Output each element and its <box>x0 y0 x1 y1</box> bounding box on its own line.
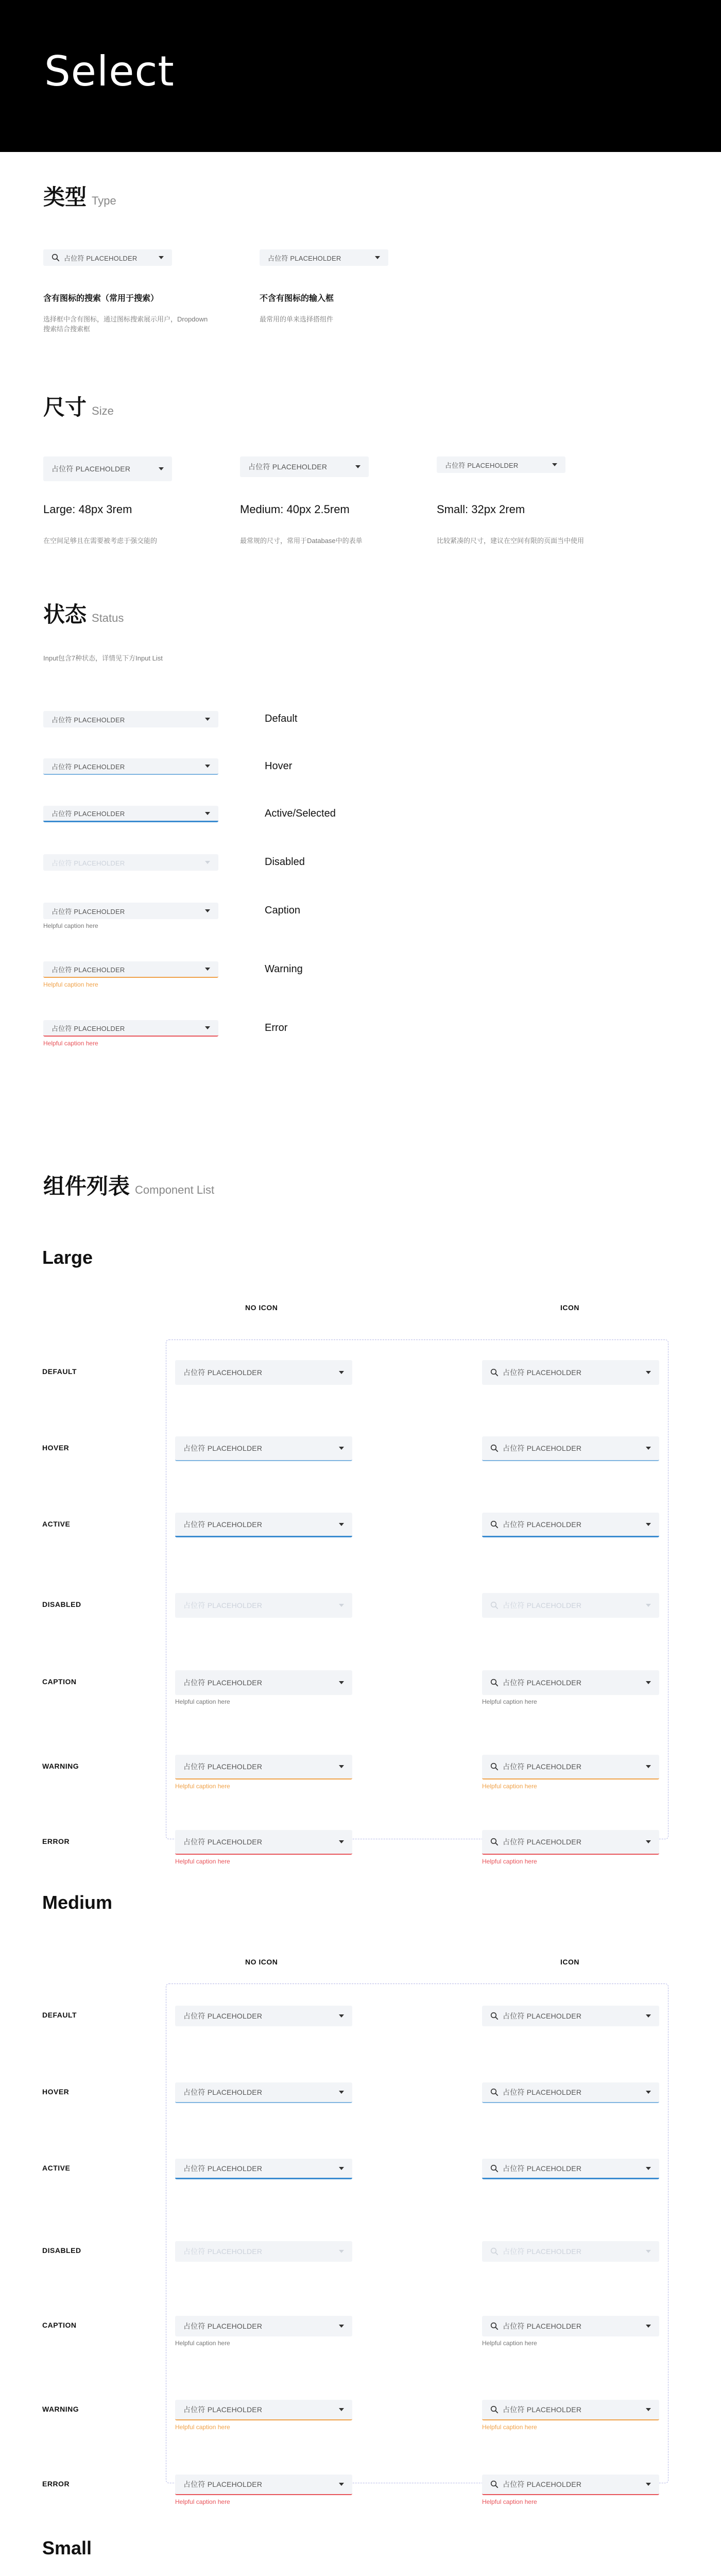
status-label-active: Active/Selected <box>265 808 336 819</box>
caret-down-icon <box>339 1371 344 1374</box>
medium-select-error-no-icon[interactable] <box>175 2475 352 2495</box>
caret-down-icon <box>646 2167 651 2170</box>
select-value: 占位符 PLACEHOLDER <box>183 1368 263 1377</box>
helper-caption: Helpful caption here <box>43 1040 98 1047</box>
caret-down-icon <box>646 1523 651 1526</box>
large-select-active-no-icon[interactable] <box>175 1513 352 1537</box>
section-title-component-list: 组件列表 Component List <box>43 1174 215 1198</box>
search-icon <box>490 2480 499 2488</box>
select-value: 占位符 PLACEHOLDER <box>445 461 519 469</box>
size-select-medium[interactable] <box>240 456 369 477</box>
select-value: 占位符 PLACEHOLDER <box>248 463 328 471</box>
caret-down-icon <box>646 1447 651 1450</box>
search-icon <box>490 1601 499 1609</box>
select-value: 占位符 PLACEHOLDER <box>52 465 131 473</box>
select-value: 占位符 PLACEHOLDER <box>183 2405 263 2414</box>
caret-down-icon <box>646 2483 651 2486</box>
select-value: 占位符 PLACEHOLDER <box>183 1838 263 1846</box>
column-head-icon: ICON <box>560 1303 579 1312</box>
large-select-default-no-icon[interactable] <box>175 1360 352 1385</box>
select-value: 占位符 PLACEHOLDER <box>52 907 125 916</box>
caret-down-icon <box>646 1371 651 1374</box>
caret-down-icon <box>552 463 557 466</box>
select-value: 占位符 PLACEHOLDER <box>503 2164 582 2173</box>
status-label-error: Error <box>265 1022 288 1033</box>
column-head-no-icon: NO ICON <box>245 1303 278 1312</box>
select-value: 占位符 PLACEHOLDER <box>183 1679 263 1687</box>
search-icon <box>490 2164 499 2173</box>
row-label-disabled: DISABLED <box>42 1600 81 1608</box>
status-note: Input包含7种状态，详情见下方Input List <box>43 654 163 662</box>
search-icon <box>490 1762 499 1771</box>
select-value: 占位符 PLACEHOLDER <box>52 810 125 818</box>
caret-down-icon <box>339 1523 344 1526</box>
caret-down-icon <box>159 256 164 259</box>
select-value: 占位符 PLACEHOLDER <box>183 2322 263 2330</box>
select-value: 占位符 PLACEHOLDER <box>503 2012 582 2020</box>
helper-caption: Helpful caption here <box>482 2424 537 2431</box>
page-header <box>0 0 721 152</box>
caret-down-icon <box>339 2014 344 2018</box>
caret-down-icon <box>646 1765 651 1768</box>
size-small-desc: 比较紧凑的尺寸，建议在空间有限的页面当中使用 <box>437 537 585 545</box>
caret-down-icon <box>646 2408 651 2411</box>
select-value: 占位符 PLACEHOLDER <box>183 2247 263 2256</box>
caret-down-icon <box>339 2091 344 2094</box>
column-head-no-icon: NO ICON <box>245 1958 278 1966</box>
size-large-label: Large: 48px 3rem <box>43 503 132 516</box>
status-select-warning[interactable] <box>43 961 218 978</box>
group-title-medium: Medium <box>42 1892 113 1913</box>
caret-down-icon <box>339 2408 344 2411</box>
helper-caption: Helpful caption here <box>482 1783 537 1790</box>
type-no-icon-desc: 最常用的单来选择搭组件 <box>260 315 334 323</box>
status-label-warning: Warning <box>265 963 303 975</box>
medium-select-hover-icon[interactable] <box>482 2082 659 2103</box>
column-head-icon: ICON <box>560 1958 579 1966</box>
caret-down-icon <box>646 1681 651 1684</box>
select-value: 占位符 PLACEHOLDER <box>503 1520 582 1529</box>
search-icon <box>490 1368 499 1377</box>
size-select-small[interactable] <box>437 456 565 473</box>
search-icon <box>490 1520 499 1529</box>
row-label-disabled: DISABLED <box>42 2246 81 2255</box>
size-medium-desc: 最常规的尺寸，常用于Database中的表单 <box>240 537 363 545</box>
large-select-disabled-no-icon <box>175 1593 352 1618</box>
helper-caption: Helpful caption here <box>482 2498 537 2505</box>
search-icon <box>490 2012 499 2020</box>
select-value: 占位符 PLACEHOLDER <box>268 254 341 262</box>
select-value: 占位符 PLACEHOLDER <box>183 1601 263 1609</box>
select-value: 占位符 PLACEHOLDER <box>64 254 138 262</box>
large-select-hover-no-icon[interactable] <box>175 1436 352 1461</box>
row-label-caption: CAPTION <box>42 1677 77 1686</box>
helper-caption: Helpful caption here <box>482 1698 537 1705</box>
type-with-icon-label: 含有图标的搜索（常用于搜索） <box>43 294 159 303</box>
select-value: 占位符 PLACEHOLDER <box>183 2480 263 2488</box>
large-select-warning-icon[interactable] <box>482 1755 659 1780</box>
caret-down-icon <box>205 765 210 768</box>
select-value: 占位符 PLACEHOLDER <box>503 1838 582 1846</box>
medium-select-warning-no-icon[interactable] <box>175 2400 352 2420</box>
select-value: 占位符 PLACEHOLDER <box>52 762 125 771</box>
size-medium-label: Medium: 40px 2.5rem <box>240 503 350 516</box>
caret-down-icon <box>375 256 380 259</box>
helper-caption: Helpful caption here <box>43 922 98 929</box>
large-select-active-icon[interactable] <box>482 1513 659 1537</box>
medium-select-default-no-icon[interactable] <box>175 2006 352 2026</box>
helper-caption: Helpful caption here <box>175 2424 230 2431</box>
caret-down-icon <box>339 1604 344 1607</box>
select-value: 占位符 PLACEHOLDER <box>503 2088 582 2096</box>
select-value: 占位符 PLACEHOLDER <box>183 1444 263 1452</box>
search-icon <box>490 2088 499 2096</box>
caret-down-icon <box>646 2325 651 2328</box>
caret-down-icon <box>205 909 210 912</box>
caret-down-icon <box>339 2250 344 2253</box>
medium-select-warning-icon[interactable] <box>482 2400 659 2420</box>
select-value: 占位符 PLACEHOLDER <box>52 716 125 724</box>
caret-down-icon <box>205 968 210 971</box>
select-value: 占位符 PLACEHOLDER <box>183 1520 263 1529</box>
search-icon <box>490 1444 499 1452</box>
large-select-disabled-icon <box>482 1593 659 1618</box>
status-label-caption: Caption <box>265 905 300 916</box>
select-value: 占位符 PLACEHOLDER <box>183 2164 263 2173</box>
select-value: 占位符 PLACEHOLDER <box>503 2480 582 2488</box>
row-label-warning: WARNING <box>42 2405 79 2413</box>
caret-down-icon <box>205 1026 210 1029</box>
caret-down-icon <box>339 2483 344 2486</box>
search-icon <box>52 253 60 262</box>
helper-caption: Helpful caption here <box>175 1783 230 1790</box>
status-label-hover: Hover <box>265 760 293 772</box>
row-label-active: ACTIVE <box>42 2164 71 2172</box>
select-value: 占位符 PLACEHOLDER <box>52 859 125 867</box>
caret-down-icon <box>205 861 210 864</box>
select-value: 占位符 PLACEHOLDER <box>183 2088 263 2096</box>
status-select-active[interactable] <box>43 806 218 822</box>
medium-select-default-icon[interactable] <box>482 2006 659 2026</box>
helper-caption: Helpful caption here <box>175 2498 230 2505</box>
status-select-caption[interactable] <box>43 903 218 919</box>
large-select-hover-icon[interactable] <box>482 1436 659 1461</box>
status-label-default: Default <box>265 713 298 724</box>
medium-select-active-icon[interactable] <box>482 2159 659 2179</box>
helper-caption: Helpful caption here <box>482 1858 537 1865</box>
caret-down-icon <box>646 1604 651 1607</box>
medium-select-caption-icon[interactable] <box>482 2316 659 2336</box>
caret-down-icon <box>355 465 360 468</box>
large-select-caption-no-icon[interactable] <box>175 1670 352 1695</box>
search-icon <box>490 1679 499 1687</box>
caret-down-icon <box>646 2250 651 2253</box>
type-with-icon-desc: 选择框中含有图标，通过图标搜索展示用户，Dropdown搜索结合搜索框 <box>43 315 208 333</box>
large-select-warning-no-icon[interactable] <box>175 1755 352 1780</box>
large-select-default-icon[interactable] <box>482 1360 659 1385</box>
select-value: 占位符 PLACEHOLDER <box>52 1024 125 1032</box>
select-value: 占位符 PLACEHOLDER <box>503 1368 582 1377</box>
status-select-disabled <box>43 854 218 871</box>
select-value: 占位符 PLACEHOLDER <box>503 1601 582 1609</box>
type-select-with-icon[interactable] <box>43 249 172 266</box>
size-small-label: Small: 32px 2rem <box>437 503 525 516</box>
select-value: 占位符 PLACEHOLDER <box>503 2322 582 2330</box>
row-label-caption: CAPTION <box>42 2321 77 2329</box>
group-title-large: Large <box>42 1247 93 1268</box>
medium-select-disabled-icon <box>482 2241 659 2262</box>
type-no-icon-label: 不含有图标的输入框 <box>260 294 334 303</box>
large-select-error-no-icon[interactable] <box>175 1830 352 1855</box>
row-label-hover: HOVER <box>42 2088 70 2096</box>
row-label-default: DEFAULT <box>42 2011 77 2019</box>
helper-caption: Helpful caption here <box>175 1698 230 1705</box>
search-icon <box>490 2247 499 2256</box>
caret-down-icon <box>159 467 164 470</box>
search-icon <box>490 2405 499 2414</box>
select-value: 占位符 PLACEHOLDER <box>52 965 125 974</box>
medium-select-active-no-icon[interactable] <box>175 2159 352 2179</box>
select-value: 占位符 PLACEHOLDER <box>503 1444 582 1452</box>
select-value: 占位符 PLACEHOLDER <box>503 2405 582 2414</box>
select-value: 占位符 PLACEHOLDER <box>183 1762 263 1771</box>
row-label-active: ACTIVE <box>42 1520 71 1528</box>
search-icon <box>490 2322 499 2330</box>
medium-select-error-icon[interactable] <box>482 2475 659 2495</box>
select-value: 占位符 PLACEHOLDER <box>183 2012 263 2020</box>
section-title-type: 类型 Type <box>43 185 116 209</box>
select-value: 占位符 PLACEHOLDER <box>503 1762 582 1771</box>
helper-caption: Helpful caption here <box>43 981 98 988</box>
caret-down-icon <box>205 718 210 721</box>
status-select-error[interactable] <box>43 1020 218 1037</box>
caret-down-icon <box>339 2325 344 2328</box>
row-label-error: ERROR <box>42 1837 70 1845</box>
caret-down-icon <box>205 812 210 815</box>
search-icon <box>490 1838 499 1846</box>
caret-down-icon <box>339 1765 344 1768</box>
select-value: 占位符 PLACEHOLDER <box>503 1679 582 1687</box>
medium-select-disabled-no-icon <box>175 2241 352 2262</box>
large-select-error-icon[interactable] <box>482 1830 659 1855</box>
medium-select-caption-no-icon[interactable] <box>175 2316 352 2336</box>
caret-down-icon <box>339 2167 344 2170</box>
size-select-large[interactable] <box>43 456 172 481</box>
caret-down-icon <box>339 1840 344 1843</box>
caret-down-icon <box>339 1681 344 1684</box>
helper-caption: Helpful caption here <box>175 1858 230 1865</box>
group-title-small: Small <box>42 2537 92 2558</box>
helper-caption: Helpful caption here <box>482 2340 537 2347</box>
caret-down-icon <box>646 2091 651 2094</box>
section-title-status: 状态 Status <box>43 602 124 626</box>
large-select-caption-icon[interactable] <box>482 1670 659 1695</box>
size-large-desc: 在空间足够且在需要被考虑于强交能的 <box>43 537 158 545</box>
caret-down-icon <box>646 1840 651 1843</box>
helper-caption: Helpful caption here <box>175 2340 230 2347</box>
row-label-default: DEFAULT <box>42 1367 77 1376</box>
status-label-disabled: Disabled <box>265 856 305 868</box>
status-select-hover[interactable] <box>43 758 218 775</box>
status-select-default[interactable] <box>43 711 218 727</box>
select-value: 占位符 PLACEHOLDER <box>503 2247 582 2256</box>
row-label-warning: WARNING <box>42 1762 79 1770</box>
row-label-error: ERROR <box>42 2480 70 2488</box>
type-select-no-icon[interactable] <box>260 249 388 266</box>
section-title-size: 尺寸 Size <box>43 395 114 419</box>
row-label-hover: HOVER <box>42 1444 70 1452</box>
caret-down-icon <box>646 2014 651 2018</box>
caret-down-icon <box>339 1447 344 1450</box>
medium-select-hover-no-icon[interactable] <box>175 2082 352 2103</box>
page-title: Select <box>44 47 175 95</box>
